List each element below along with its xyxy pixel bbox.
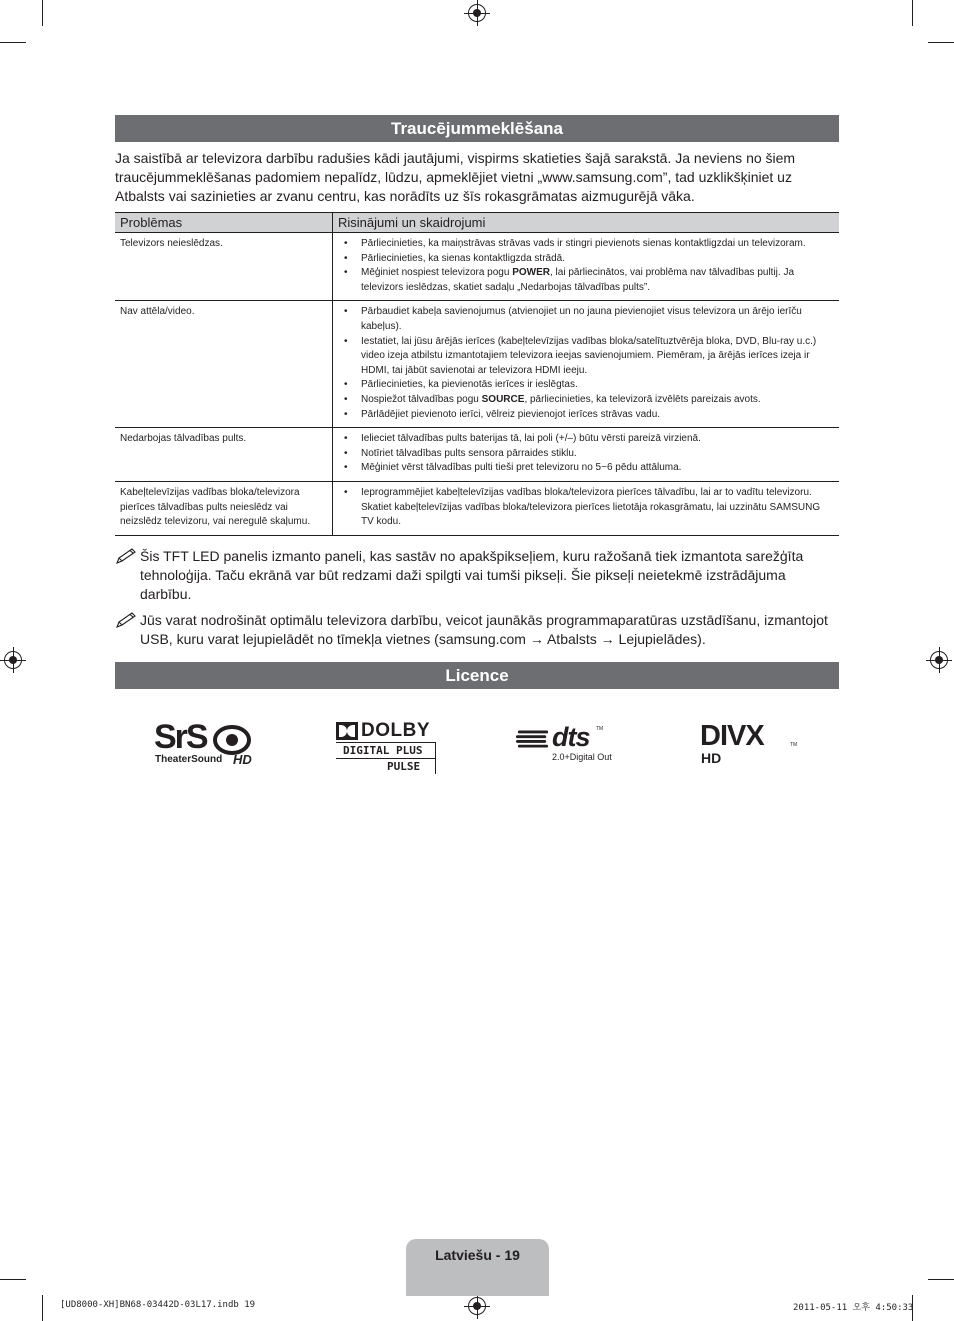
solution-item: • Mēģiniet nospiest televizora pogu POWER, lai pārliecinātos, vai problēma nav tālvadības pultij. Ja televizors ieslēdzas, skatiet sadaļu „Nedarbojas tālvadības pults”.	[338, 266, 834, 295]
problem-cell: Kabeļtelevīzijas vadības bloka/televizora pierīces tālvadības pults neieslēdz vai neizslēdz televizoru, vai neregulē skaļumu.	[115, 481, 333, 535]
note-text: Jūs varat nodrošināt optimālu televizora darbību, veicot jaunākās programmaparatūras uzstādīšanu, izmantojot USB, kuru varat lejupielādēt no tīmekļa vietnes (samsung.com → Atbalsts → Lejupielādes).	[140, 612, 828, 647]
registration-mark-icon	[468, 1297, 486, 1315]
section-title-licence: Licence	[115, 662, 839, 689]
solution-cell	[333, 428, 840, 482]
registration-mark-icon	[468, 4, 486, 22]
solution-item: • Ielieciet tālvadības pults baterijas tā, lai poli (+/–) būtu vērsti pareizā virzienā.	[338, 432, 834, 447]
srs-logo-hd: HD	[233, 752, 252, 767]
note-firmware	[115, 611, 839, 649]
troubleshooting-table	[115, 212, 839, 536]
registration-mark-icon	[930, 651, 948, 669]
table-row	[115, 301, 839, 428]
column-header-problem: Problēmas	[115, 213, 333, 233]
print-slug-date: 2011-05-11 오후 4:50:33	[793, 1303, 914, 1313]
crop-mark	[42, 1295, 43, 1321]
dolby-logo-line2: PULSE	[387, 760, 421, 773]
solution-item: • Pārbaudiet kabeļa savienojumus (atvienojiet un no jauna pievienojiet visus televizora un ārējo ierīču kabeļus).	[338, 305, 834, 334]
column-header-solution: Risinājumi un skaidrojumi	[333, 213, 840, 233]
note-tft-panel	[115, 547, 839, 604]
dolby-logo-mark: DOLBY	[361, 720, 430, 741]
dts-logo-mark: dts	[552, 722, 590, 752]
crop-mark	[928, 42, 954, 43]
divx-hd-logo	[700, 720, 804, 768]
solution-item: • Pārliecinieties, ka maiņstrāvas strāvas vads ir stingri pievienots sienas kontaktligzdai un televizoram.	[338, 237, 834, 252]
note-text: Šis TFT LED panelis izmanto paneli, kas sastāv no apakšpikseļiem, kuru ražošanā tiek izmantota sarežģīta tehnoloģija. Taču ekrānā var būt redzami daži spilgti vai tumši pikseļi. Šie pikseļi neietekmē izstrādājuma darbību.	[140, 548, 804, 602]
crop-mark	[42, 0, 43, 26]
dolby-digital-plus-pulse-logo	[335, 720, 439, 774]
crop-mark	[912, 0, 913, 26]
dts-logo-tm: TM	[596, 726, 604, 732]
dts-logo-sub: 2.0+Digital Out	[552, 752, 612, 762]
table-row	[115, 233, 839, 301]
solution-item: • Iestatiet, lai jūsu ārējās ierīces (kabeļtelevīzijas vadības bloka/satelītuztvērēja bloka, DVD, Blu-ray u.c.) video izeja atbilstu izmantotajiem televizora ieejas savienojumiem. Piemēram, ja ārējās ierīces izeja ir HDMI, tai jābūt savienotai ar televizora HDMI ieeju.	[338, 335, 834, 379]
divx-logo-sub: HD	[701, 750, 722, 766]
solution-item: • Mēģiniet vērst tālvadības pulti tieši pret televizoru no 5~6 pēdu attāluma.	[338, 461, 834, 476]
dts-stripes-icon	[516, 729, 550, 751]
intro-paragraph: Ja saistībā ar televizora darbību radušies kādi jautājumi, vispirms skatieties šajā sarakstā. Ja neviens no šiem traucējummeklēšanas padomiem nepalīdz, lūdzu, apmeklējiet vietni „www.samsung.com”, tad uzklikšķiniet uz Atbalsts vai sazinieties ar zvanu centru, kas norādīts uz šīs rokasgrāmatas aizmugurējā vāka.	[115, 150, 796, 204]
table-row	[115, 428, 839, 482]
page-number-tab: Latviešu - 19	[406, 1239, 549, 1296]
table-row	[115, 481, 839, 535]
problem-cell: Nedarbojas tālvadības pults.	[115, 428, 333, 482]
section-title-troubleshooting: Traucējummeklēšana	[115, 115, 839, 142]
note-pencil-icon	[115, 547, 137, 565]
srs-theatersound-hd-logo	[154, 718, 258, 770]
srs-logo-sub: TheaterSound	[155, 754, 223, 765]
dolby-double-d-icon	[336, 722, 358, 740]
divx-logo-tm: TM	[790, 742, 798, 748]
crop-mark	[928, 1279, 954, 1280]
problem-cell: Televizors neieslēdzas.	[115, 233, 333, 301]
solution-item: • Pārliecinieties, ka pievienotās ierīces ir ieslēgtas.	[338, 378, 834, 393]
crop-mark	[0, 42, 26, 43]
divx-logo-mark: DIVX	[700, 720, 764, 752]
registration-mark-icon	[4, 651, 22, 669]
dts-digital-out-logo	[516, 722, 620, 766]
solution-item: • Notīriet tālvadības pults sensora pārraides stiklu.	[338, 447, 834, 462]
solution-item: • Ieprogrammējiet kabeļtelevīzijas vadības bloka/televizora pierīces tālvadību, lai ar to vadītu televizoru. Skatiet kabeļtelevīzijas vadības bloka/televizora pierīces lietotāja rokasgrāmatu, lai uzzinātu SAMSUNG TV kodu.	[338, 486, 834, 530]
crop-mark	[0, 1279, 26, 1280]
solution-cell	[333, 481, 840, 535]
srs-logo-mark: SrS	[154, 718, 207, 756]
solution-item: • Pārlādējiet pievienoto ierīci, vēlreiz pievienojot ierīces strāvas vadu.	[338, 408, 834, 423]
print-slug-file: [UD8000-XH]BN68-03442D-03L17.indb 19	[60, 1300, 256, 1310]
solution-cell	[333, 301, 840, 428]
solution-item: • Pārliecinieties, ka sienas kontaktligzda strādā.	[338, 252, 834, 267]
solution-cell	[333, 233, 840, 301]
note-pencil-icon	[115, 611, 137, 629]
solution-item: • Nospiežot tālvadības pogu SOURCE, pārliecinieties, ka televizorā izvēlēts pareizais avots.	[338, 393, 834, 408]
dolby-logo-line1: DIGITAL PLUS	[343, 744, 423, 757]
problem-cell: Nav attēla/video.	[115, 301, 333, 428]
